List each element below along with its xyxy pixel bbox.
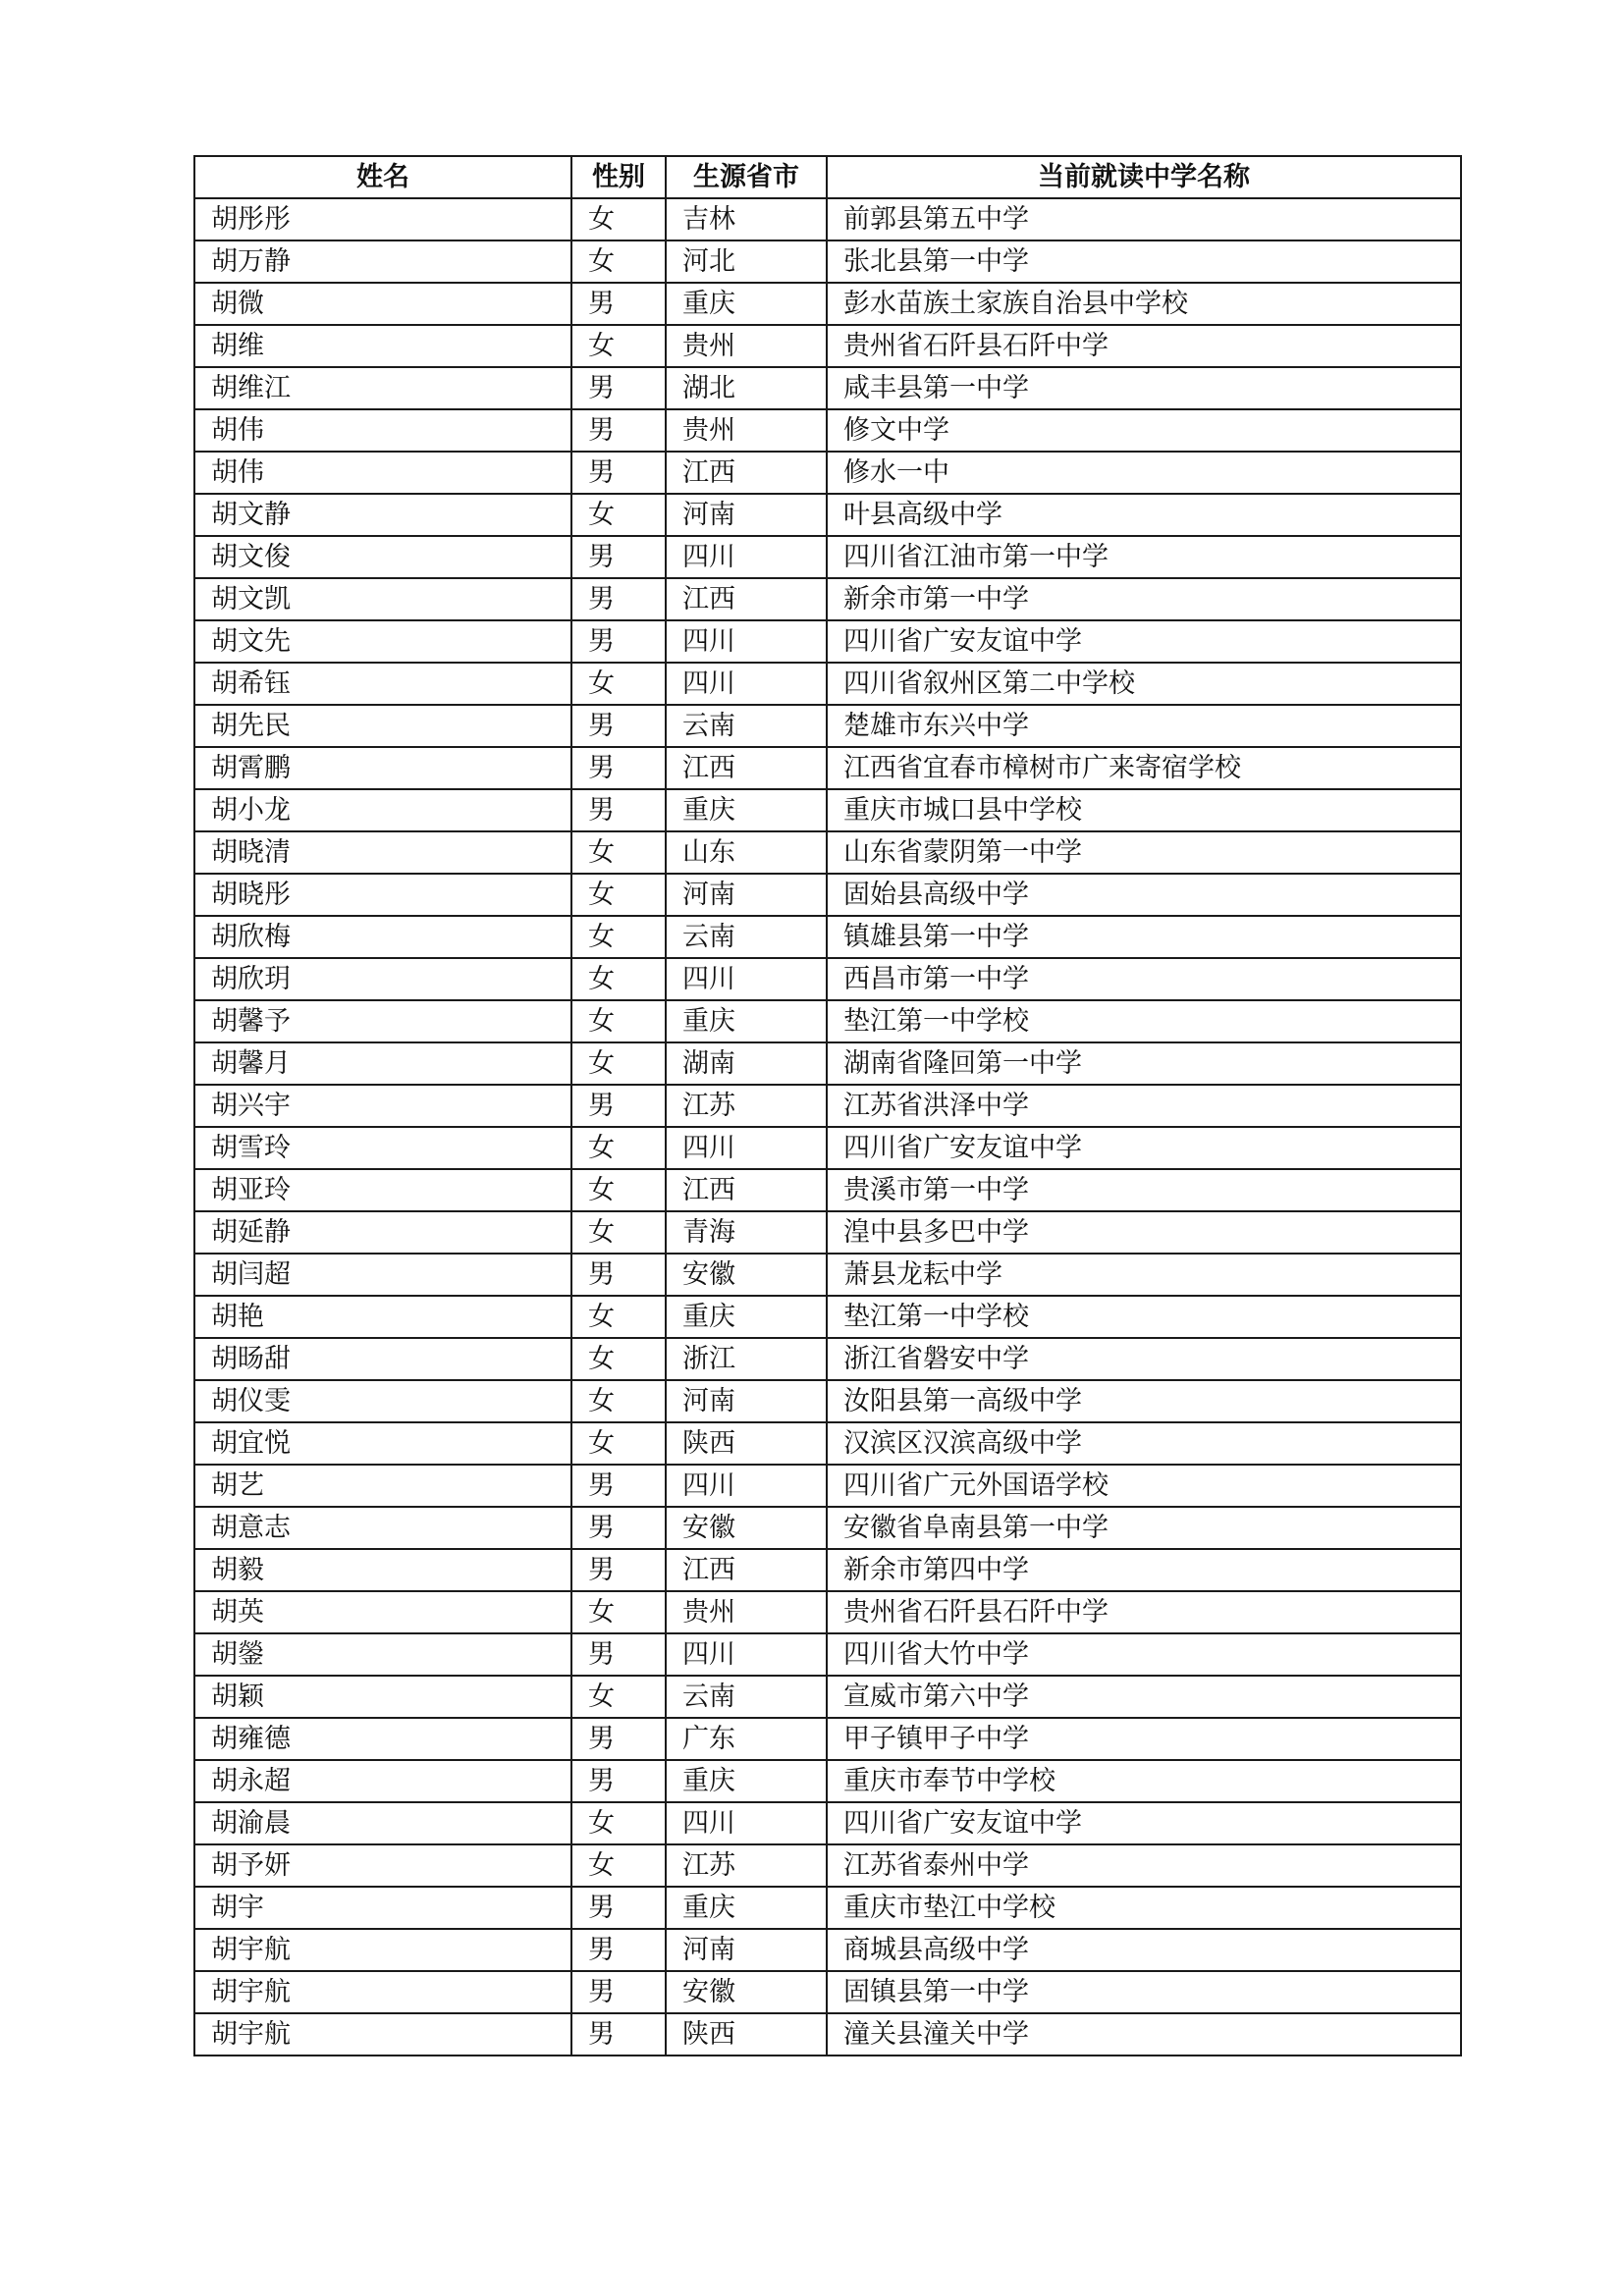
table-row bbox=[194, 874, 1461, 916]
table-row bbox=[194, 1887, 1461, 1929]
cell-name: 胡鎣 bbox=[194, 1633, 571, 1676]
cell-province: 重庆 bbox=[666, 283, 827, 325]
cell-province: 河南 bbox=[666, 1929, 827, 1971]
cell-school: 汝阳县第一高级中学 bbox=[827, 1380, 1461, 1422]
cell-province: 江西 bbox=[666, 1549, 827, 1591]
cell-school: 四川省广安友谊中学 bbox=[827, 1802, 1461, 1844]
cell-name: 胡霄鹏 bbox=[194, 747, 571, 789]
cell-province: 湖北 bbox=[666, 367, 827, 409]
cell-school: 垫江第一中学校 bbox=[827, 1296, 1461, 1338]
cell-school: 贵州省石阡县石阡中学 bbox=[827, 1591, 1461, 1633]
cell-gender: 女 bbox=[571, 1338, 666, 1380]
cell-name: 胡毅 bbox=[194, 1549, 571, 1591]
cell-gender: 女 bbox=[571, 916, 666, 958]
cell-province: 四川 bbox=[666, 958, 827, 1000]
cell-province: 贵州 bbox=[666, 1591, 827, 1633]
cell-province: 江西 bbox=[666, 578, 827, 620]
cell-school: 浙江省磐安中学 bbox=[827, 1338, 1461, 1380]
cell-name: 胡宇航 bbox=[194, 1929, 571, 1971]
cell-name: 胡仪雯 bbox=[194, 1380, 571, 1422]
cell-province: 贵州 bbox=[666, 325, 827, 367]
cell-school: 湖南省隆回第一中学 bbox=[827, 1042, 1461, 1085]
table-row bbox=[194, 240, 1461, 283]
cell-school: 江苏省泰州中学 bbox=[827, 1844, 1461, 1887]
table-row bbox=[194, 831, 1461, 874]
cell-province: 广东 bbox=[666, 1718, 827, 1760]
table-row bbox=[194, 958, 1461, 1000]
header-name: 姓名 bbox=[194, 156, 571, 198]
cell-gender: 女 bbox=[571, 1127, 666, 1169]
cell-school: 重庆市奉节中学校 bbox=[827, 1760, 1461, 1802]
cell-province: 重庆 bbox=[666, 1296, 827, 1338]
cell-school: 固始县高级中学 bbox=[827, 874, 1461, 916]
table-header-row bbox=[194, 156, 1461, 198]
cell-gender: 男 bbox=[571, 1549, 666, 1591]
cell-gender: 女 bbox=[571, 1802, 666, 1844]
cell-province: 重庆 bbox=[666, 1887, 827, 1929]
table-row bbox=[194, 2013, 1461, 2056]
student-roster-table bbox=[193, 155, 1462, 2056]
cell-gender: 男 bbox=[571, 2013, 666, 2056]
cell-province: 浙江 bbox=[666, 1338, 827, 1380]
cell-gender: 男 bbox=[571, 789, 666, 831]
cell-province: 贵州 bbox=[666, 409, 827, 452]
cell-province: 四川 bbox=[666, 1465, 827, 1507]
cell-school: 江西省宜春市樟树市广来寄宿学校 bbox=[827, 747, 1461, 789]
cell-gender: 女 bbox=[571, 1211, 666, 1254]
cell-school: 山东省蒙阴第一中学 bbox=[827, 831, 1461, 874]
table-row bbox=[194, 1549, 1461, 1591]
cell-name: 胡文先 bbox=[194, 620, 571, 663]
cell-name: 胡伟 bbox=[194, 452, 571, 494]
cell-gender: 男 bbox=[571, 452, 666, 494]
cell-province: 江苏 bbox=[666, 1085, 827, 1127]
cell-name: 胡伟 bbox=[194, 409, 571, 452]
cell-name: 胡宇 bbox=[194, 1887, 571, 1929]
cell-name: 胡意志 bbox=[194, 1507, 571, 1549]
table-row bbox=[194, 409, 1461, 452]
cell-province: 重庆 bbox=[666, 1000, 827, 1042]
cell-school: 重庆市垫江中学校 bbox=[827, 1887, 1461, 1929]
cell-gender: 男 bbox=[571, 1507, 666, 1549]
cell-school: 镇雄县第一中学 bbox=[827, 916, 1461, 958]
cell-province: 陕西 bbox=[666, 2013, 827, 2056]
cell-school: 垫江第一中学校 bbox=[827, 1000, 1461, 1042]
cell-name: 胡馨予 bbox=[194, 1000, 571, 1042]
cell-name: 胡欣梅 bbox=[194, 916, 571, 958]
table-row bbox=[194, 1802, 1461, 1844]
cell-name: 胡兴宇 bbox=[194, 1085, 571, 1127]
cell-province: 江西 bbox=[666, 747, 827, 789]
cell-school: 张北县第一中学 bbox=[827, 240, 1461, 283]
cell-province: 湖南 bbox=[666, 1042, 827, 1085]
cell-province: 江西 bbox=[666, 1169, 827, 1211]
cell-gender: 男 bbox=[571, 578, 666, 620]
cell-school: 修水一中 bbox=[827, 452, 1461, 494]
cell-school: 前郭县第五中学 bbox=[827, 198, 1461, 240]
cell-gender: 男 bbox=[571, 1085, 666, 1127]
cell-school: 固镇县第一中学 bbox=[827, 1971, 1461, 2013]
cell-name: 胡维 bbox=[194, 325, 571, 367]
cell-gender: 男 bbox=[571, 1465, 666, 1507]
cell-name: 胡晓清 bbox=[194, 831, 571, 874]
table-row bbox=[194, 1929, 1461, 1971]
cell-province: 江西 bbox=[666, 452, 827, 494]
cell-gender: 女 bbox=[571, 663, 666, 705]
cell-province: 四川 bbox=[666, 1127, 827, 1169]
cell-province: 安徽 bbox=[666, 1971, 827, 2013]
cell-province: 河南 bbox=[666, 494, 827, 536]
cell-name: 胡延静 bbox=[194, 1211, 571, 1254]
cell-school: 新余市第一中学 bbox=[827, 578, 1461, 620]
table-row bbox=[194, 620, 1461, 663]
table-row bbox=[194, 198, 1461, 240]
cell-school: 江苏省洪泽中学 bbox=[827, 1085, 1461, 1127]
cell-gender: 女 bbox=[571, 494, 666, 536]
cell-school: 宣威市第六中学 bbox=[827, 1676, 1461, 1718]
table-row bbox=[194, 705, 1461, 747]
table-row bbox=[194, 494, 1461, 536]
cell-name: 胡永超 bbox=[194, 1760, 571, 1802]
cell-name: 胡旸甜 bbox=[194, 1338, 571, 1380]
cell-school: 修文中学 bbox=[827, 409, 1461, 452]
cell-gender: 女 bbox=[571, 1296, 666, 1338]
table-row bbox=[194, 1507, 1461, 1549]
cell-name: 胡予妍 bbox=[194, 1844, 571, 1887]
cell-school: 安徽省阜南县第一中学 bbox=[827, 1507, 1461, 1549]
cell-gender: 男 bbox=[571, 1971, 666, 2013]
cell-province: 山东 bbox=[666, 831, 827, 874]
cell-province: 吉林 bbox=[666, 198, 827, 240]
cell-school: 贵溪市第一中学 bbox=[827, 1169, 1461, 1211]
cell-school: 四川省叙州区第二中学校 bbox=[827, 663, 1461, 705]
cell-school: 萧县龙耘中学 bbox=[827, 1254, 1461, 1296]
cell-name: 胡渝晨 bbox=[194, 1802, 571, 1844]
cell-province: 云南 bbox=[666, 1676, 827, 1718]
cell-name: 胡先民 bbox=[194, 705, 571, 747]
cell-province: 安徽 bbox=[666, 1507, 827, 1549]
cell-province: 陕西 bbox=[666, 1422, 827, 1465]
table-row bbox=[194, 1169, 1461, 1211]
cell-name: 胡宇航 bbox=[194, 1971, 571, 2013]
cell-school: 四川省广安友谊中学 bbox=[827, 1127, 1461, 1169]
cell-gender: 女 bbox=[571, 1380, 666, 1422]
table-row bbox=[194, 1971, 1461, 2013]
cell-name: 胡文凯 bbox=[194, 578, 571, 620]
cell-name: 胡雪玲 bbox=[194, 1127, 571, 1169]
table-row bbox=[194, 325, 1461, 367]
cell-gender: 女 bbox=[571, 325, 666, 367]
table-row bbox=[194, 1465, 1461, 1507]
cell-name: 胡晓彤 bbox=[194, 874, 571, 916]
cell-name: 胡颖 bbox=[194, 1676, 571, 1718]
cell-name: 胡艺 bbox=[194, 1465, 571, 1507]
cell-school: 湟中县多巴中学 bbox=[827, 1211, 1461, 1254]
cell-name: 胡文静 bbox=[194, 494, 571, 536]
cell-school: 楚雄市东兴中学 bbox=[827, 705, 1461, 747]
cell-gender: 女 bbox=[571, 1169, 666, 1211]
cell-name: 胡微 bbox=[194, 283, 571, 325]
cell-name: 胡宜悦 bbox=[194, 1422, 571, 1465]
table-row bbox=[194, 1760, 1461, 1802]
table-row bbox=[194, 1718, 1461, 1760]
table-row bbox=[194, 452, 1461, 494]
cell-province: 河南 bbox=[666, 874, 827, 916]
cell-school: 咸丰县第一中学 bbox=[827, 367, 1461, 409]
cell-school: 叶县高级中学 bbox=[827, 494, 1461, 536]
table-row bbox=[194, 1254, 1461, 1296]
table-row bbox=[194, 1844, 1461, 1887]
table-row bbox=[194, 1211, 1461, 1254]
cell-province: 四川 bbox=[666, 1633, 827, 1676]
cell-province: 四川 bbox=[666, 620, 827, 663]
cell-name: 胡馨月 bbox=[194, 1042, 571, 1085]
cell-school: 四川省广元外国语学校 bbox=[827, 1465, 1461, 1507]
cell-gender: 女 bbox=[571, 958, 666, 1000]
cell-school: 新余市第四中学 bbox=[827, 1549, 1461, 1591]
cell-gender: 女 bbox=[571, 1844, 666, 1887]
cell-name: 胡艳 bbox=[194, 1296, 571, 1338]
cell-gender: 女 bbox=[571, 874, 666, 916]
cell-gender: 男 bbox=[571, 1254, 666, 1296]
table-row bbox=[194, 1380, 1461, 1422]
table-row bbox=[194, 1338, 1461, 1380]
cell-province: 重庆 bbox=[666, 789, 827, 831]
cell-school: 西昌市第一中学 bbox=[827, 958, 1461, 1000]
cell-gender: 男 bbox=[571, 705, 666, 747]
cell-gender: 男 bbox=[571, 367, 666, 409]
cell-gender: 男 bbox=[571, 1633, 666, 1676]
cell-school: 甲子镇甲子中学 bbox=[827, 1718, 1461, 1760]
cell-gender: 女 bbox=[571, 1000, 666, 1042]
table-row bbox=[194, 536, 1461, 578]
cell-name: 胡亚玲 bbox=[194, 1169, 571, 1211]
table-row bbox=[194, 367, 1461, 409]
cell-name: 胡文俊 bbox=[194, 536, 571, 578]
table-row bbox=[194, 1000, 1461, 1042]
cell-province: 四川 bbox=[666, 536, 827, 578]
cell-school: 汉滨区汉滨高级中学 bbox=[827, 1422, 1461, 1465]
cell-gender: 男 bbox=[571, 283, 666, 325]
cell-province: 河北 bbox=[666, 240, 827, 283]
table-row bbox=[194, 1676, 1461, 1718]
cell-gender: 男 bbox=[571, 747, 666, 789]
table-row bbox=[194, 789, 1461, 831]
table-row bbox=[194, 1633, 1461, 1676]
table-row bbox=[194, 1591, 1461, 1633]
cell-gender: 男 bbox=[571, 1718, 666, 1760]
header-province: 生源省市 bbox=[666, 156, 827, 198]
cell-gender: 女 bbox=[571, 1676, 666, 1718]
cell-name: 胡欣玥 bbox=[194, 958, 571, 1000]
cell-school: 彭水苗族土家族自治县中学校 bbox=[827, 283, 1461, 325]
table-row bbox=[194, 1296, 1461, 1338]
table-row bbox=[194, 1422, 1461, 1465]
table-row bbox=[194, 1127, 1461, 1169]
cell-gender: 男 bbox=[571, 536, 666, 578]
table-row bbox=[194, 1042, 1461, 1085]
cell-school: 重庆市城口县中学校 bbox=[827, 789, 1461, 831]
cell-name: 胡小龙 bbox=[194, 789, 571, 831]
cell-gender: 女 bbox=[571, 240, 666, 283]
cell-gender: 男 bbox=[571, 1929, 666, 1971]
cell-school: 四川省江油市第一中学 bbox=[827, 536, 1461, 578]
cell-gender: 女 bbox=[571, 1042, 666, 1085]
cell-name: 胡万静 bbox=[194, 240, 571, 283]
cell-gender: 男 bbox=[571, 1760, 666, 1802]
cell-gender: 男 bbox=[571, 620, 666, 663]
cell-name: 胡雍德 bbox=[194, 1718, 571, 1760]
cell-gender: 男 bbox=[571, 409, 666, 452]
cell-province: 青海 bbox=[666, 1211, 827, 1254]
cell-province: 云南 bbox=[666, 916, 827, 958]
cell-province: 河南 bbox=[666, 1380, 827, 1422]
cell-name: 胡宇航 bbox=[194, 2013, 571, 2056]
header-gender: 性别 bbox=[571, 156, 666, 198]
cell-name: 胡闫超 bbox=[194, 1254, 571, 1296]
cell-province: 江苏 bbox=[666, 1844, 827, 1887]
cell-gender: 女 bbox=[571, 198, 666, 240]
header-school: 当前就读中学名称 bbox=[827, 156, 1461, 198]
cell-province: 重庆 bbox=[666, 1760, 827, 1802]
cell-name: 胡英 bbox=[194, 1591, 571, 1633]
cell-gender: 女 bbox=[571, 1591, 666, 1633]
cell-name: 胡维江 bbox=[194, 367, 571, 409]
cell-gender: 女 bbox=[571, 831, 666, 874]
cell-name: 胡彤彤 bbox=[194, 198, 571, 240]
cell-name: 胡希钰 bbox=[194, 663, 571, 705]
cell-gender: 男 bbox=[571, 1887, 666, 1929]
cell-school: 贵州省石阡县石阡中学 bbox=[827, 325, 1461, 367]
cell-province: 四川 bbox=[666, 1802, 827, 1844]
cell-school: 四川省广安友谊中学 bbox=[827, 620, 1461, 663]
cell-school: 潼关县潼关中学 bbox=[827, 2013, 1461, 2056]
cell-province: 安徽 bbox=[666, 1254, 827, 1296]
cell-province: 四川 bbox=[666, 663, 827, 705]
cell-gender: 女 bbox=[571, 1422, 666, 1465]
cell-school: 四川省大竹中学 bbox=[827, 1633, 1461, 1676]
table-row bbox=[194, 916, 1461, 958]
table-row bbox=[194, 747, 1461, 789]
cell-school: 商城县高级中学 bbox=[827, 1929, 1461, 1971]
table-row bbox=[194, 663, 1461, 705]
table-row bbox=[194, 578, 1461, 620]
table-row bbox=[194, 1085, 1461, 1127]
table-row bbox=[194, 283, 1461, 325]
cell-province: 云南 bbox=[666, 705, 827, 747]
